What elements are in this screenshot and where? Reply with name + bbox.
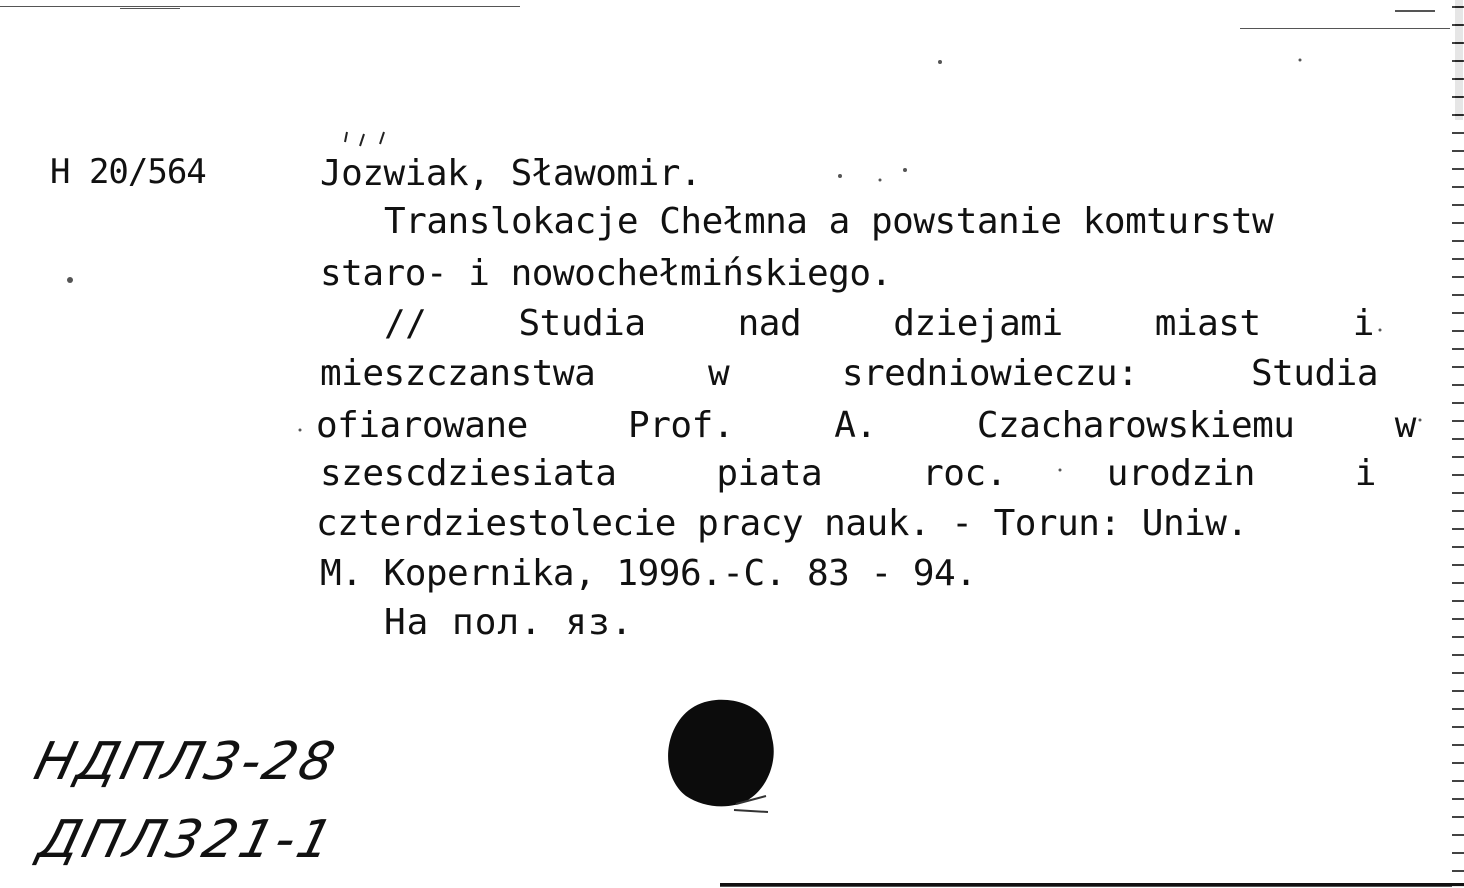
source-word: piata xyxy=(716,453,823,494)
source-word: mieszczanstwa xyxy=(320,353,596,394)
source-word: A. xyxy=(834,405,877,446)
source-line-4 xyxy=(320,453,1376,494)
source-word: Czacharowskiemu xyxy=(976,405,1295,446)
source-word: // xyxy=(384,303,427,344)
pages-line: M. Kopernika, 1996.-C. 83 - 94. xyxy=(320,553,977,594)
call-number: H 20/564 xyxy=(50,152,206,192)
card-edge-right xyxy=(1452,0,1464,888)
source-word: Studia xyxy=(518,303,646,344)
handwritten-shelfmark-1: НДПЛ3-28 xyxy=(28,732,344,792)
source-line-1 xyxy=(384,303,1374,344)
source-word: i xyxy=(1354,453,1376,494)
source-word: nad xyxy=(737,303,802,344)
card-edge-bottom xyxy=(720,883,1464,886)
source-word: sredniowieczu: xyxy=(841,353,1139,394)
source-line-3 xyxy=(316,405,1416,446)
source-line-2 xyxy=(320,353,1378,394)
source-word: w xyxy=(707,353,730,394)
source-word: i xyxy=(1352,303,1374,344)
source-word: urodzin xyxy=(1106,453,1255,494)
source-word: ofiarowane xyxy=(316,405,528,446)
author-heading: Jozwiak, Sławomir. xyxy=(320,153,702,194)
source-word: roc. xyxy=(922,453,1007,494)
title-line-1: Translokacje Chełmna a powstanie komturstw xyxy=(384,201,1274,242)
source-word: szescdziesiata xyxy=(320,453,617,494)
title-line-2: staro- i nowochełmińskiego. xyxy=(320,253,892,294)
source-word: miast xyxy=(1154,303,1261,344)
imprint-line: czterdziestolecie pracy nauk. - Torun: Uniw. xyxy=(316,503,1248,544)
source-word: dziejami xyxy=(893,303,1063,344)
language-note: На пол. яз. xyxy=(384,602,634,643)
source-word: Prof. xyxy=(628,405,734,446)
punch-hole xyxy=(664,698,784,828)
source-word: Studia xyxy=(1250,353,1378,394)
handwritten-shelfmark-2: ДПЛ321-1 xyxy=(32,810,342,870)
source-word: w xyxy=(1394,405,1416,446)
